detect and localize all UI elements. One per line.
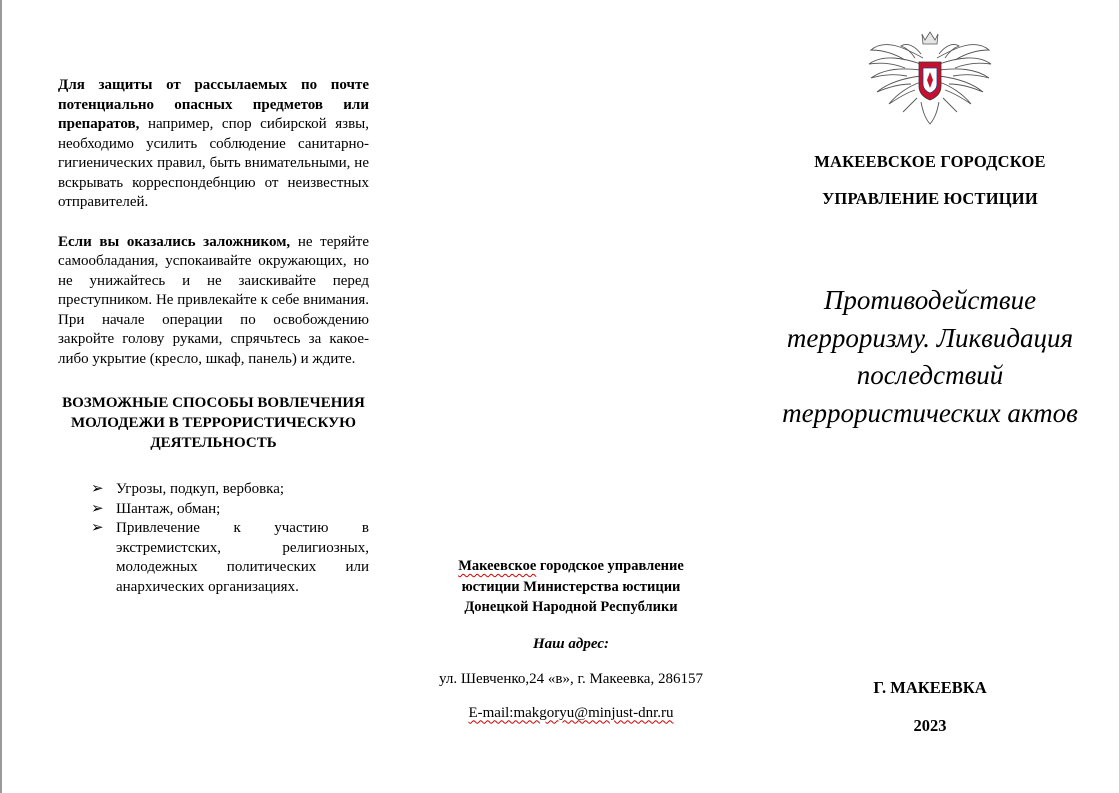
list-item-text: Угрозы, подкуп, вербовка; xyxy=(116,481,285,497)
org-line-3: Донецкой Народной Республики xyxy=(464,599,678,615)
middle-column xyxy=(418,556,724,722)
org-title-line-2: УПРАВЛЕНИЕ ЮСТИЦИИ xyxy=(822,189,1038,208)
spellcheck-word: Макеевское xyxy=(458,558,537,574)
mail-safety-text: например, спор сибирской язвы, необходимо усилить соблюдение санитарно-гигиенических правил, быть внимательными, не вскрывать корреспондебнцию от неизвестных отправителей. xyxy=(58,116,369,210)
youth-involvement-heading: ВОЗМОЖНЫЕ СПОСОБЫ ВОВЛЕЧЕНИЯ МОЛОДЕЖИ В ТЕРРОРИСТИЧЕСКУЮ ДЕЯТЕЛЬНОСТЬ xyxy=(62,395,365,451)
address-label: Наш адрес: xyxy=(533,635,609,652)
email-text xyxy=(418,705,724,722)
org-line-1: городское управление xyxy=(536,558,684,574)
city-name: Г. МАКЕЕВКА xyxy=(873,678,987,697)
list-item xyxy=(58,519,369,597)
hostage-lead: Если вы оказались заложником, xyxy=(58,233,291,250)
arrow-bullet-icon: ➢ xyxy=(91,500,104,517)
mail-safety-lead: Для защиты от рассылаемых по почте потенциально опасных предметов или препаратов, xyxy=(58,77,369,132)
document-title: Противодействие терроризму. Ликвидация последствий террористических актов xyxy=(782,285,1078,429)
hostage-text: не теряйте самообладания, успокаивайте окружающих, но не унижайтесь и не заискивайте перед преступником. Не привлекайте к себе внимания. При начале операции по освобождению закройте голову руками, спрячьтесь за какое-либо укрытие (кресло, шкаф, панель) и ждите. xyxy=(58,233,369,367)
list-item xyxy=(58,500,369,520)
arrow-bullet-icon: ➢ xyxy=(91,481,104,497)
list-item-text: Шантаж, обман; xyxy=(116,500,221,517)
organization-name xyxy=(418,556,724,618)
hostage-paragraph xyxy=(58,233,369,370)
list-item-text: Привлечение к участию в экстремистских, религиозных, молодежных политических или анархических организациях. xyxy=(116,520,369,595)
mail-safety-paragraph xyxy=(58,76,369,213)
org-line-2: юстиции Министерства юстиции xyxy=(461,578,681,595)
email-link[interactable]: E-mail:makgoryu@minjust-dnr.ru xyxy=(468,704,674,721)
org-title-line-1: МАКЕЕВСКОЕ ГОРОДСКОЕ xyxy=(814,152,1046,171)
page-edge-left xyxy=(0,0,2,793)
left-column xyxy=(58,76,369,597)
list-item xyxy=(58,480,369,500)
involvement-methods-list xyxy=(58,480,369,597)
year: 2023 xyxy=(913,716,947,735)
address-text: ул. Шевченко,24 «в», г. Макеевка, 286157 xyxy=(439,670,703,687)
coat-of-arms-icon xyxy=(865,28,995,126)
arrow-bullet-icon: ➢ xyxy=(91,520,104,536)
